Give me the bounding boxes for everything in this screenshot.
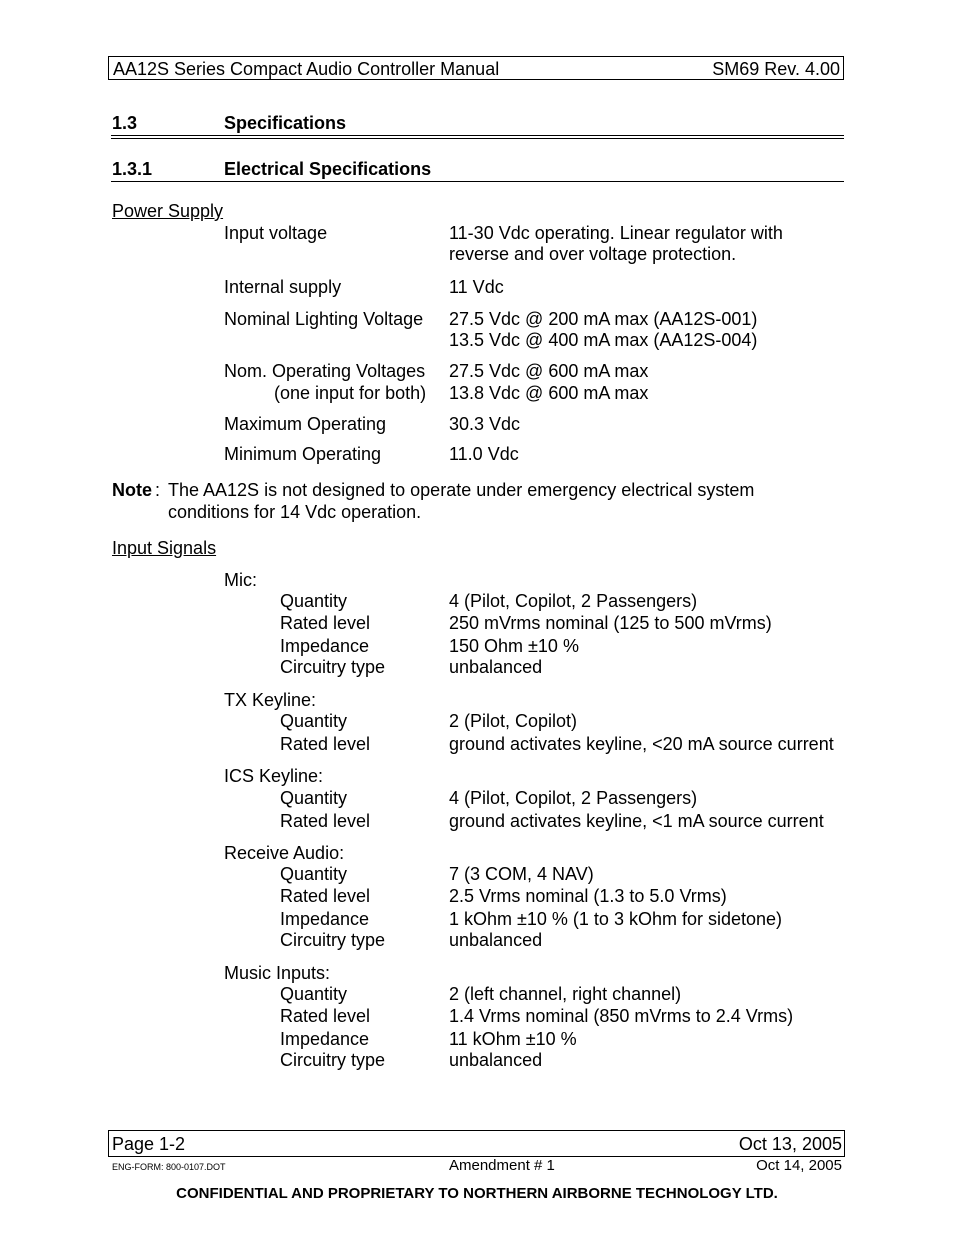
- note-text-line2: conditions for 14 Vdc operation.: [168, 502, 422, 522]
- page-number: Page 1-2: [112, 1134, 186, 1154]
- mic-circuitry-value: unbalanced: [449, 657, 543, 677]
- music-inputs-circuitry-value: unbalanced: [449, 1050, 543, 1070]
- mic-impedance-label: Impedance: [280, 636, 370, 656]
- music-inputs-circuitry-label: Circuitry type: [280, 1050, 386, 1070]
- mic-impedance-value: 150 Ohm ±10 %: [449, 636, 579, 656]
- tx-keyline-rated-label: Rated level: [280, 734, 371, 754]
- receive-audio-quantity-label: Quantity: [280, 864, 348, 884]
- mic-quantity-label: Quantity: [280, 591, 348, 611]
- music-inputs-impedance-value: 11 kOhm ±10 %: [449, 1029, 577, 1049]
- receive-audio-circuitry-value: unbalanced: [449, 930, 543, 950]
- form-id: ENG-FORM: 800-0107.DOT: [112, 1162, 226, 1172]
- ics-keyline-rated-value: ground activates keyline, <1 mA source current: [449, 811, 824, 831]
- receive-audio-impedance-value: 1 kOhm ±10 % (1 to 3 kOhm for sidetone): [449, 909, 783, 929]
- lighting-voltage-value-line1: 27.5 Vdc @ 200 mA max (AA12S-001): [449, 309, 758, 329]
- music-inputs-quantity-label: Quantity: [280, 984, 348, 1004]
- receive-audio-impedance-label: Impedance: [280, 909, 370, 929]
- subsection-rule: [111, 181, 844, 182]
- input-voltage-label: Input voltage: [224, 223, 328, 243]
- input-voltage-value-line2: reverse and over voltage protection.: [449, 244, 737, 264]
- operating-voltages-value-line1: 27.5 Vdc @ 600 mA max: [449, 361, 649, 381]
- input-voltage-value-line1: 11-30 Vdc operating. Linear regulator with: [449, 223, 783, 243]
- power-supply-heading: Power Supply: [112, 201, 224, 221]
- note-colon: :: [155, 480, 161, 500]
- receive-audio-rated-label: Rated level: [280, 886, 371, 906]
- operating-voltages-label: Nom. Operating Voltages: [224, 361, 426, 381]
- ics-keyline-quantity-value: 4 (Pilot, Copilot, 2 Passengers): [449, 788, 698, 808]
- minimum-operating-label: Minimum Operating: [224, 444, 382, 464]
- music-inputs-title: Music Inputs:: [224, 963, 331, 983]
- music-inputs-rated-label: Rated level: [280, 1006, 371, 1026]
- input-signals-heading: Input Signals: [112, 538, 217, 558]
- ics-keyline-quantity-label: Quantity: [280, 788, 348, 808]
- receive-audio-circuitry-label: Circuitry type: [280, 930, 386, 950]
- operating-voltages-sublabel: (one input for both): [274, 383, 427, 403]
- music-inputs-quantity-value: 2 (left channel, right channel): [449, 984, 682, 1004]
- manual-revision: SM69 Rev. 4.00: [712, 59, 840, 79]
- lighting-voltage-value-line2: 13.5 Vdc @ 400 mA max (AA12S-004): [449, 330, 758, 350]
- mic-circuitry-label: Circuitry type: [280, 657, 386, 677]
- minimum-operating-value: 11.0 Vdc: [449, 444, 519, 464]
- section-rule-top: [111, 135, 844, 136]
- lighting-voltage-label: Nominal Lighting Voltage: [224, 309, 424, 329]
- maximum-operating-value: 30.3 Vdc: [449, 414, 521, 434]
- ics-keyline-title: ICS Keyline:: [224, 766, 324, 786]
- page-header: [108, 56, 844, 80]
- section-number: 1.3: [112, 113, 138, 133]
- tx-keyline-rated-value: ground activates keyline, <20 mA source current: [449, 734, 834, 754]
- amendment-number: Amendment # 1: [449, 1157, 555, 1174]
- tx-keyline-title: TX Keyline:: [224, 690, 317, 710]
- page-footer: [108, 1130, 845, 1157]
- mic-rated-value: 250 mVrms nominal (125 to 500 mVrms): [449, 613, 772, 633]
- tx-keyline-quantity-label: Quantity: [280, 711, 348, 731]
- internal-supply-value: 11 Vdc: [449, 277, 504, 297]
- page-date: Oct 13, 2005: [738, 1134, 842, 1154]
- receive-audio-title: Receive Audio:: [224, 843, 345, 863]
- internal-supply-label: Internal supply: [224, 277, 342, 297]
- subsection-number: 1.3.1: [112, 159, 153, 179]
- mic-rated-label: Rated level: [280, 613, 371, 633]
- section-title: Specifications: [224, 113, 347, 133]
- manual-title: AA12S Series Compact Audio Controller Manual: [113, 59, 500, 79]
- amendment-date: Oct 14, 2005: [756, 1157, 842, 1174]
- note-label: Note: [112, 480, 152, 500]
- maximum-operating-label: Maximum Operating: [224, 414, 387, 434]
- music-inputs-impedance-label: Impedance: [280, 1029, 370, 1049]
- mic-quantity-value: 4 (Pilot, Copilot, 2 Passengers): [449, 591, 698, 611]
- confidential-notice: CONFIDENTIAL AND PROPRIETARY TO NORTHERN AIRBORNE TECHNOLOGY LTD.: [176, 1185, 778, 1202]
- operating-voltages-value-line2: 13.8 Vdc @ 600 mA max: [449, 383, 649, 403]
- section-rule-bottom: [111, 138, 844, 139]
- subsection-title: Electrical Specifications: [224, 159, 432, 179]
- tx-keyline-quantity-value: 2 (Pilot, Copilot): [449, 711, 578, 731]
- note-text-line1: The AA12S is not designed to operate under emergency electrical system: [168, 480, 755, 500]
- music-inputs-rated-value: 1.4 Vrms nominal (850 mVrms to 2.4 Vrms): [449, 1006, 794, 1026]
- mic-title: Mic:: [224, 570, 257, 590]
- ics-keyline-rated-label: Rated level: [280, 811, 371, 831]
- receive-audio-rated-value: 2.5 Vrms nominal (1.3 to 5.0 Vrms): [449, 886, 727, 906]
- receive-audio-quantity-value: 7 (3 COM, 4 NAV): [449, 864, 594, 884]
